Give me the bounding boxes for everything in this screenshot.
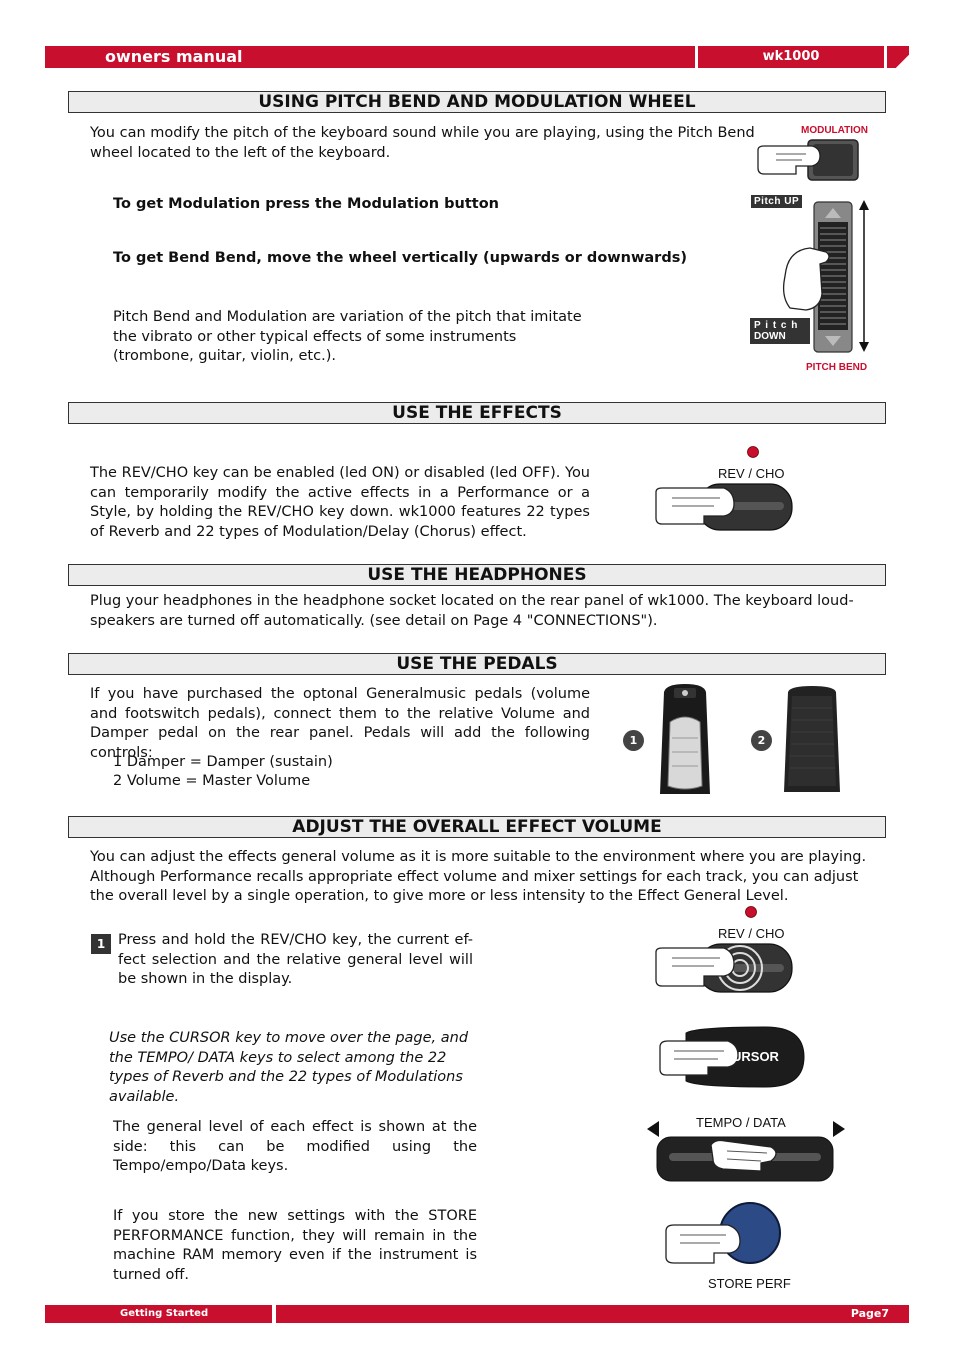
section-title-headphones: USE THE HEADPHONES <box>68 564 886 586</box>
step-number-badge: 1 <box>91 934 111 954</box>
pedal-badge-volume: 2 <box>751 730 772 751</box>
rev-cho-label-2: REV / CHO <box>718 926 785 941</box>
level-note-text: The general level of each effect is shown at the side: this can be modified using the Tempo/empo/Data keys. <box>113 1119 477 1174</box>
tempo-data-keys-illustration <box>643 1117 847 1183</box>
tempo-left-arrow-icon <box>647 1121 659 1137</box>
pitch-down-label-1: P i t c h <box>754 320 799 331</box>
damper-pedal-illustration <box>656 682 714 798</box>
pitch-intro-text: You can modify the pitch of the keyboard sound while you are playing, using the Pitch Bend wheel located to the left of the keyboard. <box>90 125 755 161</box>
modulation-instruction: To get Modulation press the Modulation button <box>113 196 499 212</box>
volume-pedal-illustration <box>782 686 842 796</box>
store-note-text: If you store the new settings with the STORE PERFORMANCE function, they will remain in the machine RAM memory even if the instrument is turned off. <box>113 1208 477 1283</box>
header-manual-title: owners manual <box>45 46 695 68</box>
cursor-key-label: URSOR <box>732 1049 779 1064</box>
pedals-item-volume: 2 Volume = Master Volume <box>113 773 311 789</box>
rev-cho-led-icon <box>747 446 759 458</box>
store-perf-label: STORE PERF <box>708 1276 791 1291</box>
store-perf-button-illustration <box>664 1201 784 1273</box>
headphones-body-text: Plug your headphones in the headphone socket located on the rear panel of wk1000. The keyboard loud-speakers are turned off automatically. (see detail on Page 4 "CONNECTIONS"). <box>90 593 854 629</box>
section-title-pitch-bend: USING PITCH BEND AND MODULATION WHEEL <box>68 91 886 113</box>
footer-page-number: Page7 <box>276 1305 909 1323</box>
pedals-item-damper: 1 Damper = Damper (sustain) <box>113 754 333 770</box>
tempo-data-label: TEMPO / DATA <box>696 1115 786 1130</box>
pitch-down-tag <box>750 318 810 344</box>
rev-cho-led-icon-2 <box>745 906 757 918</box>
cursor-note-text: Use the CURSOR key to move over the page, and the TEMPO/ DATA keys to select among the 22 types of Reverb and the 22 types of Modulations available. <box>109 1030 469 1105</box>
modulation-label: MODULATION <box>801 125 869 136</box>
adjust-body-text: You can adjust the effects general volume as it is more suitable to the environment where you are playing. Although Performance recalls appropriate effect volume and mixer settings for each track, you can adjust the overall level by a single operation, to give more or less intensity to the Effect General Level. <box>90 849 867 904</box>
effects-body-text: The REV/CHO key can be enabled (led ON) or disabled (led OFF). You can temporarily modify the active effects in a Performance or a Style, by holding the REV/CHO key down. wk1000 features 22 types of Reverb and 22 types of Modulation/Delay (Chorus) effect. <box>90 465 590 540</box>
header-corner-tab <box>887 46 909 68</box>
rev-cho-press-illustration <box>654 942 796 994</box>
bend-instruction: To get Bend Bend, move the wheel vertically (upwards or downwards) <box>113 250 687 266</box>
pitch-up-label: Pitch UP <box>751 195 802 208</box>
section-title-adjust-effect-volume: ADJUST THE OVERALL EFFECT VOLUME <box>68 816 886 838</box>
section-title-effects: USE THE EFFECTS <box>68 402 886 424</box>
pitch-bend-label: PITCH BEND <box>806 362 868 373</box>
pedal-badge-damper: 1 <box>623 730 644 751</box>
pedals-body-text: If you have purchased the optonal Generalmusic pedals (volume and footswitch pedals), connect them to the relative Volume and Damper pedal on the rear panel. Pedals will add the following controls: <box>90 686 590 761</box>
step1-text: Press and hold the REV/CHO key, the current ef-fect selection and the relative general level will be shown in the display. <box>118 932 473 987</box>
pitch-note-text: Pitch Bend and Modulation are variation of the pitch that imitate the vibrato or other typical effects of some instruments (trombone, guitar, violin, etc.). <box>113 309 582 364</box>
section-title-pedals: USE THE PEDALS <box>68 653 886 675</box>
tempo-right-arrow-icon <box>833 1121 845 1137</box>
modulation-button-illustration <box>756 138 860 182</box>
rev-cho-button-illustration <box>654 482 794 532</box>
header-model-title: wk1000 <box>698 46 884 68</box>
pitch-down-label-2: DOWN <box>754 331 786 342</box>
rev-cho-label: REV / CHO <box>718 466 785 481</box>
footer-section-name: Getting Started <box>45 1305 272 1323</box>
